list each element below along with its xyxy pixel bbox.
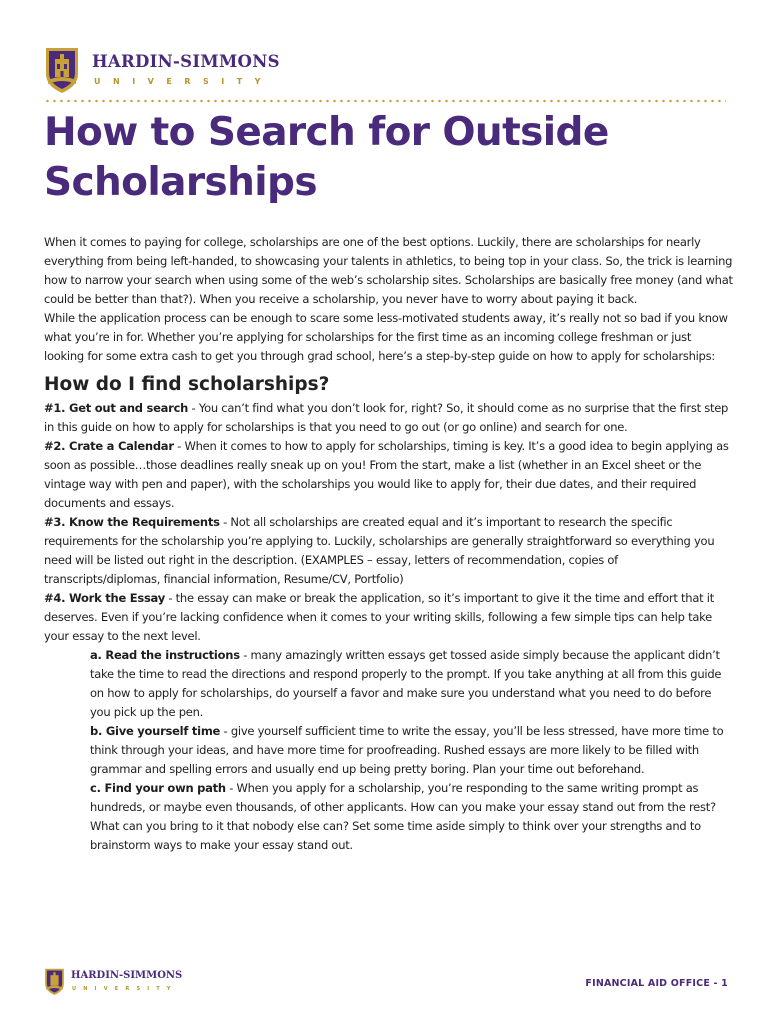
step-text: - the essay can make or break the application, so it’s important to give it the time and effort that it deserves. Even if you’re lacking confidence when it comes to your writing skills, following a few simple tips can help take your essay to the next level. [44, 591, 714, 643]
footer-page-label: FINANCIAL AID OFFICE - 1 [585, 978, 728, 989]
university-shield-icon [44, 966, 65, 996]
step-item [44, 589, 734, 646]
intro-paragraph: While the application process can be enough to scare some less-motivated students away, it’s really not so bad if you know what you’re in for. Whether you’re applying for scholarships for the first time as an incoming college freshman or just looking for some extra cash to get you through grad school, here’s a step-by-step guide on how to apply for scholarships: [44, 311, 728, 363]
section-heading: How do I find scholarships? [44, 374, 330, 395]
substep-label: b. Give yourself time [90, 724, 221, 738]
footer-brand-name: HARDIN-SIMMONS [71, 970, 183, 981]
substep-label: a. Read the instructions [90, 648, 240, 662]
header-logo [44, 44, 304, 94]
step-text: - When it comes to how to apply for scholarships, timing is key. It’s a good idea to begin applying as soon as possible…those deadlines really sneak up on you! From the start, make a list (whether in an Excel sheet or the vintage way with pen and paper), with the scholarships you would like to apply for, their due dates, and their required documents and essays. [44, 439, 729, 510]
substep-text: - When you apply for a scholarship, you’re responding to the same writing prompt as hundreds, or maybe even thousands, of other applicants. How can you make your essay stand out from the rest? What can you bring to it that nobody else can? Set some time aside simply to think over your strengths and to brainstorm ways to make your essay stand out. [90, 781, 716, 852]
step-label: #4. Work the Essay [44, 591, 165, 605]
university-shield-icon [44, 44, 80, 94]
brand-name: HARDIN-SIMMONS [92, 52, 280, 71]
dotted-divider [44, 99, 726, 103]
step-label: #3. Know the Requirements [44, 515, 220, 529]
step-item [44, 437, 734, 513]
footer-brand-subtitle: UNIVERSITY [72, 986, 178, 992]
step-text: - Not all scholarships are created equal and it’s important to research the specific requirements for the scholarship you’re applying to. Luckily, scholarships are generally straightforward so everything you need will be listed out right in the description. (EXAMPLES – essay, letters of recommendation, copies of transcripts/diplomas, financial information, Resume/CV, Portfolio) [44, 515, 715, 586]
step-text: - You can’t find what you don’t look for, right? So, it should come as no surprise that the first step in this guide on how to apply for scholarships is that you need to go out (or go online) and search for one. [44, 401, 729, 434]
substep-item [44, 646, 734, 722]
page-title: How to Search for Outside Scholarships [44, 110, 609, 205]
step-item [44, 513, 734, 589]
footer-logo [44, 966, 204, 996]
document-body [44, 233, 734, 855]
substep-item [44, 722, 734, 779]
step-label: #1. Get out and search [44, 401, 189, 415]
brand-subtitle: UNIVERSITY [94, 77, 273, 86]
substep-label: c. Find your own path [90, 781, 226, 795]
substep-item [44, 779, 734, 855]
substep-text: - give yourself sufficient time to write the essay, you’ll be less stressed, have more time to think through your ideas, and have more time for proofreading. Rushed essays are more likely to be filled with grammar and spelling errors and usually end up being pretty boring. Plan your time out beforehand. [90, 724, 724, 776]
intro-paragraph: When it comes to paying for college, scholarships are one of the best options. Luckily, there are scholarships for nearly everything from being left-handed, to showcasing your talents in athletics, to being top in your class. So, the trick is learning how to narrow your search when using some of the web’s scholarship sites. Scholarships are basically free money (and what could be better than that?). When you receive a scholarship, you never have to worry about paying it back. [44, 235, 733, 306]
substep-text: - many amazingly written essays get tossed aside simply because the applicant didn’t take the time to read the directions and respond properly to the prompt. If you take anything at all from this guide on how to apply for scholarships, do yourself a favor and make sure you understand what you need to do before you pick up the pen. [90, 648, 722, 719]
step-item [44, 399, 734, 437]
step-label: #2. Crate a Calendar [44, 439, 174, 453]
